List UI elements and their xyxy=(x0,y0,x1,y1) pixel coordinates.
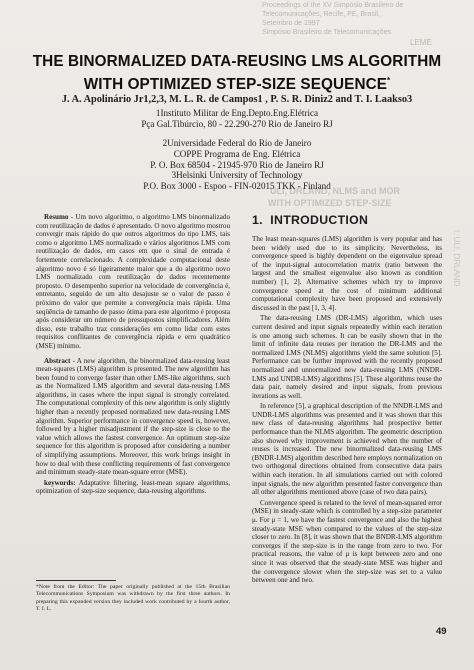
bleed-through-heading: ULI, DRLAND, NLMS and MOR xyxy=(270,186,400,196)
abstract-label: Abstract xyxy=(44,356,71,365)
affiliation-line: Pça Gal.Tibúrcio, 80 - 22.290-270 Rio de Janeiro RJ xyxy=(141,119,333,129)
affiliation-2 xyxy=(10,138,464,171)
affiliation-line: 3Helsinki University of Technology xyxy=(171,170,303,180)
bleed-through-text: Simpósio Brasileiro de Telecomunicações xyxy=(262,29,392,36)
intro-paragraph: Convergence speed is related to the level of mean-squared error (MSE) in steady-state which is controlled by a step-size parameter μ. For μ = 1, we have the fastest convergence and also the highest steady-state MSE when compared to the values of the step-size closer to zero. In [8], it was shown that the BNDR-LMS algorithm converges if the step-size is in the range from zero to two. For practical reasons, the value of μ is kept between zero and one since it was observed that the steady-state MSE was higher and the convergence slower when the step-size was set to a value between one and two. xyxy=(252,498,442,585)
paper-title xyxy=(20,52,454,94)
abstract-text: - A new algorithm, the binormalized data-reusing least mean-squares (LMS) algorithm is presented. The new algorithm has been found to converge faster than other LMS-like algorithms, such as the Normalized LMS algorithm and several data-reusing LMS algorithms, in cases where the input signal is strongly correlated. The computational complexity of this new algorithm is only slightly higher than a recently proposed normalized new data-reusing LMS algorithm. Superior performance in convergence speed is, however, followed by a higher misadjustment if the step-size is close to the value which allows the fastest convergence. An optimum step-size sequence for this algorithm is proposed after considering a number of simplifying assumptions. Moreover, this work brings insight in how to deal with these conflicting requirements of fast convergence and minimum steady-state mean-square error (MSE). xyxy=(36,356,230,477)
title-line-2 xyxy=(20,71,454,94)
title-line-1: THE BINORMALIZED DATA-REUSING LMS ALGORITHM xyxy=(32,53,442,70)
intro-paragraph: In reference [5], a graphical description of the NNDR-LMS and UNDR-LMS algorithms was presented and it was shown that this new class of data-reusing algorithms had prospective better performance than the NLMS algorithm. The geometric description also showed why improvement is achieved when the number of reuses is increased. The new binormalized data-reusing LMS (BNDR-LMS) algorithm described here employs normalization on two orthogonal directions obtained from consecutive data pairs within each iteration. In all simulations carried out with colored input signals, the new algorithm presented faster convergence than all other algorithms mentioned above (case of two data pairs). xyxy=(252,402,442,497)
keywords-label: keywords: xyxy=(44,478,76,487)
affiliation-line: P.O. Box 3000 - Espoo - FIN-02015 TKK - Finland xyxy=(143,181,331,191)
bleed-through-side-text: I. ULI, DRLAND xyxy=(452,230,461,287)
affiliation-line: 2Universidade Federal do Rio de Janeiro xyxy=(162,138,312,148)
bleed-through-text: LEME xyxy=(410,38,432,47)
left-column xyxy=(36,213,230,498)
section-title: INTRODUCTION xyxy=(270,213,369,227)
bleed-through-text: Setembro de 1997 xyxy=(262,20,320,27)
intro-paragraph: The least mean-squares (LMS) algorithm is very popular and has been widely used due to its simplicity. Nevertheless, its convergence speed is highly dependent on the eigenvalue spread of the input-signal autocorrelation matrix (ratio between the largest and the smallest eigenvalue also known as condition number) [1, 2]. Alternative schemes which try to improve convergence speed at the cost of minimum additional computational complexity have been proposed and extensively discussed in the past [1, 3, 4]. xyxy=(252,235,442,312)
abstract-paragraph xyxy=(36,357,230,477)
affiliation-1 xyxy=(10,108,464,130)
affiliation-line: COPPE Programa de Eng. Elétrica xyxy=(173,149,301,159)
keywords-text: Adaptative filtering, least-mean square algorithms, optimization of step-size sequence, data-reusing algorithms. xyxy=(36,478,230,496)
bleed-through-heading: WITH OPTIMIZED STEP-SIZE xyxy=(268,198,392,208)
section-number: 1. xyxy=(252,213,263,227)
affiliation-line: 1Instituto Militar de Eng.Depto.Eng.Elétrica xyxy=(155,108,319,118)
intro-paragraph: The data-reusing LMS (DR-LMS) algorithm, which uses current desired and input signals repeatedly within each iteration is one among such schemes. It can be easily shown that in the limit of infinite data reuses per iteration the DR-LMS and the normalized LMS (NLMS) algorithms yield the same solution [5]. Performance can be further improved with the recently proposed normalized and unnormalized new data-reusing LMS (NNDR-LMS and UNDR-LMS) algorithms [5]. These algorithms reuse the data pair, namely desired and input signals, from previous iterations as well. xyxy=(252,314,442,400)
keywords-paragraph xyxy=(36,479,230,496)
resumo-text: - Um novo algoritmo, o algoritmo LMS binormalizado com reutilização de dados é apresentado. O novo algoritmo mostrou convergir mais rápido do que outros algoritmos do tipo LMS, tais como o algoritmo LMS normalizado e vários algoritmos LMS com reutilização de dados, em casos em que o sinal de entrada é fortemente correlacionado. A complexidade computacional deste algoritmo novo é só ligeiramente maior que a do algoritmo novo LMS normalizado com reutilização de dados recentemente proposto. O desempenho superior na velocidade de convergência é, entretanto, seguido de um alto desajuste se o valor de passo é próximo do valor que permite a convergência mais rápida. Uma seqüência de tamanho de passo ótima para este algoritmo é proposta após considerar um número de pressupostos simplificadores. Além disso, este trabalho traz considerações em como lidar com estes requisitos conflitantes de convergência rápida e erro quadrático (MSE) mínimo. xyxy=(36,213,230,350)
resumo-paragraph xyxy=(36,213,230,351)
footnote-divider xyxy=(36,580,116,581)
editor-footnote: *Note from the Editor: The paper originally published at the 15th Brazilian Telecommunications Symposium was withdrawn by the first three authors. In preparing this expanded version they included work contributed by a fourth author, T. I. L. xyxy=(36,584,230,613)
right-column xyxy=(252,213,442,587)
bleed-through-text: Telecomunicações, Recife, PE, Brasil, xyxy=(262,11,380,18)
title-line-2-text: WITH OPTIMIZED STEP-SIZE SEQUENCE xyxy=(83,76,388,94)
resumo-label: Resumo xyxy=(44,213,69,221)
affiliation-line: P. O. Box 68504 - 21945-970 Rio de Janeiro RJ xyxy=(150,160,324,170)
bleed-through-text: Proceedings of the XV Simpósio Brasileiro de xyxy=(262,2,404,9)
affiliation-3 xyxy=(10,170,464,192)
section-heading xyxy=(252,213,442,227)
page-number: 49 xyxy=(436,626,447,637)
title-footnote-marker: * xyxy=(387,76,391,85)
author-list: J. A. Apolinário Jr1,2,3, M. L. R. de Campos1 , P. S. R. Diniz2 and T. I. Laakso3 xyxy=(61,94,413,105)
